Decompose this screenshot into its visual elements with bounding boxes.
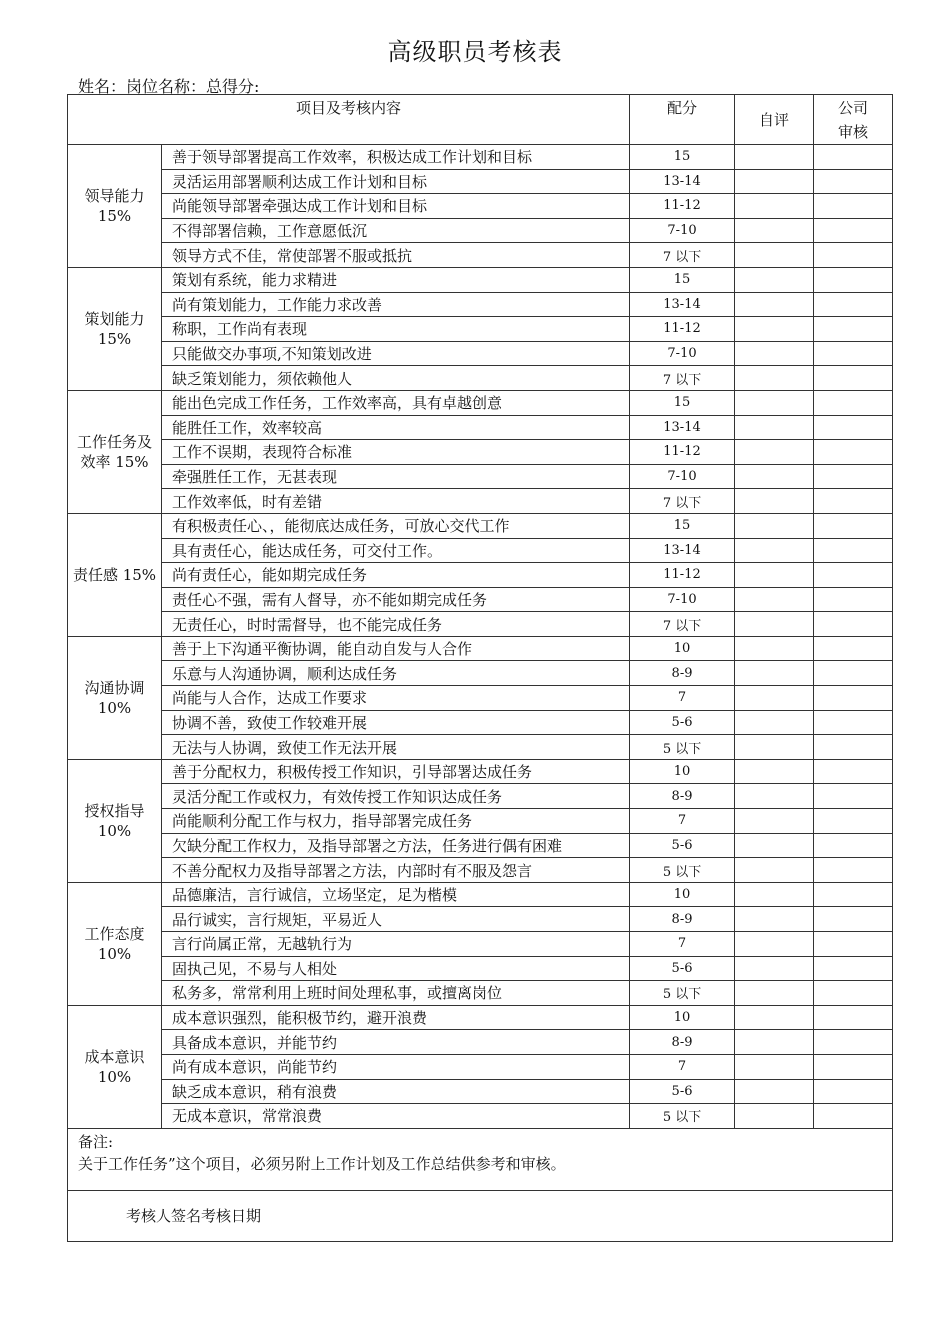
- company-review-cell[interactable]: [814, 1030, 893, 1055]
- employee-info-line: 姓名：岗位名称：总得分:: [78, 77, 260, 96]
- criteria-description: 成本意识强烈，能积极节约，避开浪费: [162, 1005, 630, 1030]
- table-row: [68, 538, 893, 563]
- criteria-description: 具备成本意识，并能节约: [162, 1030, 630, 1055]
- table-header-row: [68, 95, 893, 145]
- header-company-line2: 审核: [838, 122, 869, 141]
- company-review-cell[interactable]: [814, 833, 893, 858]
- criteria-score: 13-14: [630, 415, 735, 440]
- remarks-cell: [68, 1128, 893, 1190]
- company-review-cell[interactable]: [814, 636, 893, 661]
- criteria-score: 5 以下: [630, 1104, 735, 1129]
- criteria-score: 5 以下: [630, 858, 735, 883]
- signature-cell: 考核人签名考核日期: [68, 1190, 893, 1241]
- company-review-cell[interactable]: [814, 243, 893, 268]
- company-review-cell[interactable]: [814, 341, 893, 366]
- criteria-score: 5 以下: [630, 981, 735, 1006]
- table-row: [68, 267, 893, 292]
- category-weight: 10%: [97, 821, 132, 840]
- company-review-cell[interactable]: [814, 292, 893, 317]
- self-eval-cell[interactable]: [735, 759, 814, 784]
- criteria-description: 尚能与人合作，达成工作要求: [162, 686, 630, 711]
- self-eval-cell[interactable]: [735, 956, 814, 981]
- category-weight: 15%: [97, 329, 132, 348]
- self-eval-cell[interactable]: [735, 661, 814, 686]
- category-weight: 15%: [97, 206, 132, 225]
- criteria-description: 欠缺分配工作权力，及指导部署之方法，任务进行偶有困难: [162, 833, 630, 858]
- criteria-score: 11-12: [630, 317, 735, 342]
- table-row: [68, 784, 893, 809]
- criteria-score: 7-10: [630, 464, 735, 489]
- criteria-score: 5-6: [630, 833, 735, 858]
- table-row: [68, 956, 893, 981]
- table-row: [68, 858, 893, 883]
- category-name: 工作任务及: [76, 432, 152, 451]
- company-review-cell[interactable]: [814, 194, 893, 219]
- criteria-description: 无成本意识，常常浪费: [162, 1104, 630, 1129]
- criteria-score: 13-14: [630, 169, 735, 194]
- table-row: [68, 243, 893, 268]
- self-eval-cell[interactable]: [735, 932, 814, 957]
- company-review-cell[interactable]: [814, 1079, 893, 1104]
- category-name: 工作态度: [84, 924, 145, 943]
- criteria-description: 只能做交办事项,不知策划改进: [162, 341, 630, 366]
- company-review-cell[interactable]: [814, 1005, 893, 1030]
- company-review-cell[interactable]: [814, 587, 893, 612]
- category-cell: [68, 882, 162, 1005]
- self-eval-cell[interactable]: [735, 267, 814, 292]
- self-eval-cell[interactable]: [735, 710, 814, 735]
- criteria-score: 7 以下: [630, 366, 735, 391]
- table-row: [68, 489, 893, 514]
- company-review-cell[interactable]: [814, 784, 893, 809]
- table-row: [68, 513, 893, 538]
- self-eval-cell[interactable]: [735, 784, 814, 809]
- criteria-description: 领导方式不佳，常使部署不服或抵抗: [162, 243, 630, 268]
- criteria-description: 尚有责任心，能如期完成任务: [162, 563, 630, 588]
- self-eval-cell[interactable]: [735, 218, 814, 243]
- company-review-cell[interactable]: [814, 218, 893, 243]
- category-name: 授权指导: [84, 801, 145, 820]
- self-eval-cell[interactable]: [735, 390, 814, 415]
- remarks-label: 备注:: [78, 1132, 114, 1151]
- table-row: [68, 341, 893, 366]
- criteria-score: 7 以下: [630, 489, 735, 514]
- criteria-score: 7-10: [630, 341, 735, 366]
- category-cell: [68, 267, 162, 390]
- table-row: [68, 292, 893, 317]
- self-eval-cell[interactable]: [735, 735, 814, 760]
- criteria-score: 10: [630, 636, 735, 661]
- criteria-score: 11-12: [630, 194, 735, 219]
- company-review-cell[interactable]: [814, 538, 893, 563]
- criteria-description: 工作不误期，表现符合标准: [162, 440, 630, 465]
- table-row: [68, 1079, 893, 1104]
- self-eval-cell[interactable]: [735, 194, 814, 219]
- company-review-cell[interactable]: [814, 464, 893, 489]
- table-row: [68, 907, 893, 932]
- criteria-score: 8-9: [630, 784, 735, 809]
- table-row: [68, 612, 893, 637]
- criteria-description: 不善分配权力及指导部署之方法，内部时有不服及怨言: [162, 858, 630, 883]
- self-eval-cell[interactable]: [735, 243, 814, 268]
- company-review-cell[interactable]: [814, 1104, 893, 1129]
- self-eval-cell[interactable]: [735, 1079, 814, 1104]
- company-review-cell[interactable]: [814, 882, 893, 907]
- table-row: [68, 759, 893, 784]
- self-eval-cell[interactable]: [735, 169, 814, 194]
- criteria-score: 7 以下: [630, 612, 735, 637]
- criteria-description: 尚有策划能力，工作能力求改善: [162, 292, 630, 317]
- company-review-cell[interactable]: [814, 489, 893, 514]
- criteria-description: 策划有系统，能力求精进: [162, 267, 630, 292]
- category-weight: 效率 15%: [80, 452, 149, 471]
- company-review-cell[interactable]: [814, 858, 893, 883]
- self-eval-cell[interactable]: [735, 366, 814, 391]
- header-score: 配分: [630, 95, 735, 145]
- table-row: [68, 366, 893, 391]
- company-review-cell[interactable]: [814, 710, 893, 735]
- self-eval-cell[interactable]: [735, 1104, 814, 1129]
- self-eval-cell[interactable]: [735, 587, 814, 612]
- criteria-score: 15: [630, 513, 735, 538]
- criteria-description: 尚能顺利分配工作与权力，指导部署完成任务: [162, 809, 630, 834]
- company-review-cell[interactable]: [814, 981, 893, 1006]
- table-row: [68, 686, 893, 711]
- criteria-score: 5-6: [630, 1079, 735, 1104]
- company-review-cell[interactable]: [814, 735, 893, 760]
- criteria-score: 10: [630, 759, 735, 784]
- category-name: 策划能力: [84, 309, 145, 328]
- company-review-cell[interactable]: [814, 415, 893, 440]
- table-row: [68, 563, 893, 588]
- company-review-cell[interactable]: [814, 956, 893, 981]
- table-row: [68, 440, 893, 465]
- self-eval-cell[interactable]: [735, 538, 814, 563]
- table-row: [68, 710, 893, 735]
- criteria-score: 7 以下: [630, 243, 735, 268]
- table-row: [68, 932, 893, 957]
- table-row: [68, 317, 893, 342]
- criteria-description: 有积极责任心、，能彻底达成任务，可放心交代工作: [162, 513, 630, 538]
- table-row: [68, 1104, 893, 1129]
- category-cell: [68, 390, 162, 513]
- self-eval-cell[interactable]: [735, 440, 814, 465]
- self-eval-cell[interactable]: [735, 858, 814, 883]
- table-row: [68, 169, 893, 194]
- table-row: [68, 981, 893, 1006]
- company-review-cell[interactable]: [814, 440, 893, 465]
- table-row: [68, 194, 893, 219]
- criteria-score: 7: [630, 1054, 735, 1079]
- criteria-score: 13-14: [630, 292, 735, 317]
- company-review-cell[interactable]: [814, 390, 893, 415]
- self-eval-cell[interactable]: [735, 1030, 814, 1055]
- category-weight: 10%: [97, 944, 132, 963]
- self-eval-cell[interactable]: [735, 833, 814, 858]
- criteria-description: 具有责任心，能达成任务，可交付工作。: [162, 538, 630, 563]
- company-review-cell[interactable]: [814, 1054, 893, 1079]
- company-review-cell[interactable]: [814, 759, 893, 784]
- category-cell: [68, 636, 162, 759]
- self-eval-cell[interactable]: [735, 1005, 814, 1030]
- criteria-score: 8-9: [630, 661, 735, 686]
- self-eval-cell[interactable]: [735, 415, 814, 440]
- category-name: 沟通协调: [84, 678, 145, 697]
- page-title: 高级职员考核表: [387, 38, 563, 66]
- criteria-description: 善于上下沟通平衡协调，能自动自发与人合作: [162, 636, 630, 661]
- category-cell: [68, 1005, 162, 1128]
- criteria-score: 5-6: [630, 710, 735, 735]
- criteria-score: 5-6: [630, 956, 735, 981]
- criteria-description: 善于领导部署提高工作效率，积极达成工作计划和目标: [162, 145, 630, 170]
- company-review-cell[interactable]: [814, 932, 893, 957]
- company-review-cell[interactable]: [814, 366, 893, 391]
- self-eval-cell[interactable]: [735, 882, 814, 907]
- remarks-row: [68, 1128, 893, 1190]
- criteria-description: 言行尚属正常，无越轨行为: [162, 932, 630, 957]
- self-eval-cell[interactable]: [735, 1054, 814, 1079]
- table-row: [68, 1030, 893, 1055]
- criteria-score: 7-10: [630, 587, 735, 612]
- criteria-description: 牵强胜任工作，无甚表现: [162, 464, 630, 489]
- criteria-description: 私务多，常常利用上班时间处理私事，或擅离岗位: [162, 981, 630, 1006]
- category-cell: [68, 513, 162, 636]
- criteria-description: 不得部署信赖，工作意愿低沉: [162, 218, 630, 243]
- criteria-score: 15: [630, 145, 735, 170]
- table-row: [68, 833, 893, 858]
- company-review-cell[interactable]: [814, 907, 893, 932]
- self-eval-cell[interactable]: [735, 981, 814, 1006]
- category-cell: [68, 145, 162, 268]
- category-weight: 10%: [97, 1067, 132, 1086]
- table-row: [68, 1054, 893, 1079]
- criteria-description: 协调不善，致使工作较难开展: [162, 710, 630, 735]
- company-review-cell[interactable]: [814, 267, 893, 292]
- category-name: 领导能力: [84, 186, 145, 205]
- company-review-cell[interactable]: [814, 686, 893, 711]
- criteria-description: 能出色完成工作任务，工作效率高，具有卓越创意: [162, 390, 630, 415]
- criteria-description: 固执己见，不易与人相处: [162, 956, 630, 981]
- self-eval-cell[interactable]: [735, 907, 814, 932]
- category-weight: 10%: [97, 698, 132, 717]
- criteria-score: 7: [630, 932, 735, 957]
- header-self-eval: 自评: [735, 95, 814, 145]
- criteria-score: 11-12: [630, 563, 735, 588]
- criteria-description: 责任心不强，需有人督导，亦不能如期完成任务: [162, 587, 630, 612]
- self-eval-cell[interactable]: [735, 612, 814, 637]
- criteria-score: 7: [630, 686, 735, 711]
- table-row: [68, 390, 893, 415]
- criteria-score: 8-9: [630, 907, 735, 932]
- self-eval-cell[interactable]: [735, 341, 814, 366]
- criteria-score: 11-12: [630, 440, 735, 465]
- criteria-description: 称职，工作尚有表现: [162, 317, 630, 342]
- table-row: [68, 145, 893, 170]
- company-review-cell[interactable]: [814, 809, 893, 834]
- criteria-score: 15: [630, 267, 735, 292]
- criteria-score: 13-14: [630, 538, 735, 563]
- criteria-description: 灵活分配工作或权力，有效传授工作知识达成任务: [162, 784, 630, 809]
- criteria-description: 尚有成本意识，尚能节约: [162, 1054, 630, 1079]
- criteria-description: 品行诚实，言行规矩，平易近人: [162, 907, 630, 932]
- criteria-description: 缺乏策划能力，须依赖他人: [162, 366, 630, 391]
- header-item: 项目及考核内容: [68, 95, 630, 145]
- company-review-cell[interactable]: [814, 317, 893, 342]
- criteria-description: 尚能领导部署牵强达成工作计划和目标: [162, 194, 630, 219]
- criteria-description: 品德廉洁，言行诚信，立场坚定，足为楷模: [162, 882, 630, 907]
- self-eval-cell[interactable]: [735, 489, 814, 514]
- table-row: [68, 661, 893, 686]
- company-review-cell[interactable]: [814, 661, 893, 686]
- table-row: [68, 1005, 893, 1030]
- self-eval-cell[interactable]: [735, 636, 814, 661]
- table-row: [68, 218, 893, 243]
- category-cell: [68, 759, 162, 882]
- header-company-line1: 公司: [838, 98, 869, 117]
- table-row: [68, 464, 893, 489]
- criteria-description: 灵活运用部署顺利达成工作计划和目标: [162, 169, 630, 194]
- self-eval-cell[interactable]: [735, 145, 814, 170]
- self-eval-cell[interactable]: [735, 317, 814, 342]
- self-eval-cell[interactable]: [735, 464, 814, 489]
- criteria-score: 7: [630, 809, 735, 834]
- criteria-score: 7-10: [630, 218, 735, 243]
- table-row: [68, 587, 893, 612]
- criteria-score: 10: [630, 882, 735, 907]
- remarks-text: 关于工作任务”这个项目，必须另附上工作计划及工作总结供参考和审核。: [78, 1154, 566, 1173]
- category-name: 成本意识: [84, 1047, 145, 1066]
- evaluation-table: [67, 94, 893, 1242]
- criteria-score: 8-9: [630, 1030, 735, 1055]
- criteria-description: 缺乏成本意识，稍有浪费: [162, 1079, 630, 1104]
- company-review-cell[interactable]: [814, 169, 893, 194]
- criteria-description: 能胜任工作，效率较高: [162, 415, 630, 440]
- company-review-cell[interactable]: [814, 563, 893, 588]
- header-company-review: [814, 95, 893, 145]
- criteria-score: 5 以下: [630, 735, 735, 760]
- criteria-description: 乐意与人沟通协调，顺利达成任务: [162, 661, 630, 686]
- self-eval-cell[interactable]: [735, 809, 814, 834]
- company-review-cell[interactable]: [814, 612, 893, 637]
- category-name: 责任感 15%: [72, 565, 157, 584]
- criteria-score: 15: [630, 390, 735, 415]
- criteria-description: 无责任心，时时需督导，也不能完成任务: [162, 612, 630, 637]
- criteria-description: 善于分配权力，积极传授工作知识，引导部署达成任务: [162, 759, 630, 784]
- self-eval-cell[interactable]: [735, 513, 814, 538]
- self-eval-cell[interactable]: [735, 563, 814, 588]
- table-row: [68, 415, 893, 440]
- company-review-cell[interactable]: [814, 513, 893, 538]
- criteria-score: 10: [630, 1005, 735, 1030]
- self-eval-cell[interactable]: [735, 686, 814, 711]
- criteria-description: 工作效率低，时有差错: [162, 489, 630, 514]
- table-row: [68, 882, 893, 907]
- criteria-description: 无法与人协调，致使工作无法开展: [162, 735, 630, 760]
- table-row: [68, 809, 893, 834]
- signature-row: [68, 1190, 893, 1241]
- table-row: [68, 735, 893, 760]
- table-row: [68, 636, 893, 661]
- self-eval-cell[interactable]: [735, 292, 814, 317]
- company-review-cell[interactable]: [814, 145, 893, 170]
